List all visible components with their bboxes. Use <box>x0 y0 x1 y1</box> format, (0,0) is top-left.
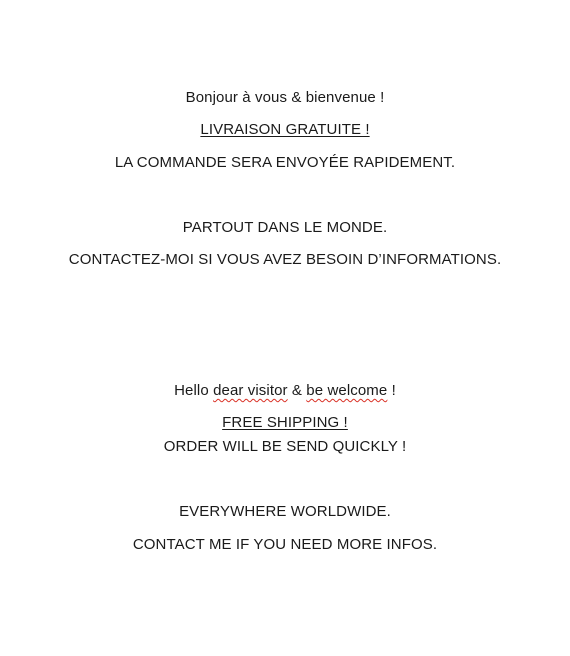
english-greeting-exclaim: ! <box>391 382 396 399</box>
french-greeting: Bonjour à vous & bienvenue ! <box>185 89 385 106</box>
english-free-shipping-line <box>0 413 570 433</box>
english-greeting-amp: & <box>291 382 303 399</box>
english-free-shipping: FREE SHIPPING ! <box>222 414 348 431</box>
french-free-shipping: LIVRAISON GRATUITE ! <box>200 121 370 138</box>
english-greeting-be-welcome: be welcome <box>306 382 388 399</box>
english-order-fast: ORDER WILL BE SEND QUICKLY ! <box>163 438 407 455</box>
french-order-fast: LA COMMANDE SERA ENVOYÉE RAPIDEMENT. <box>114 154 456 171</box>
french-free-shipping-line <box>0 120 570 140</box>
french-worldwide: PARTOUT DANS LE MONDE. <box>182 219 388 236</box>
english-greeting <box>0 381 570 401</box>
english-worldwide: EVERYWHERE WORLDWIDE. <box>179 503 391 520</box>
english-contact: CONTACT ME IF YOU NEED MORE INFOS. <box>132 536 438 553</box>
english-greeting-dear-visitor: dear visitor <box>213 382 288 399</box>
english-greeting-hello: Hello <box>174 382 209 399</box>
french-contact: CONTACTEZ-MOI SI VOUS AVEZ BESOIN D’INFORMATIONS. <box>68 251 502 268</box>
